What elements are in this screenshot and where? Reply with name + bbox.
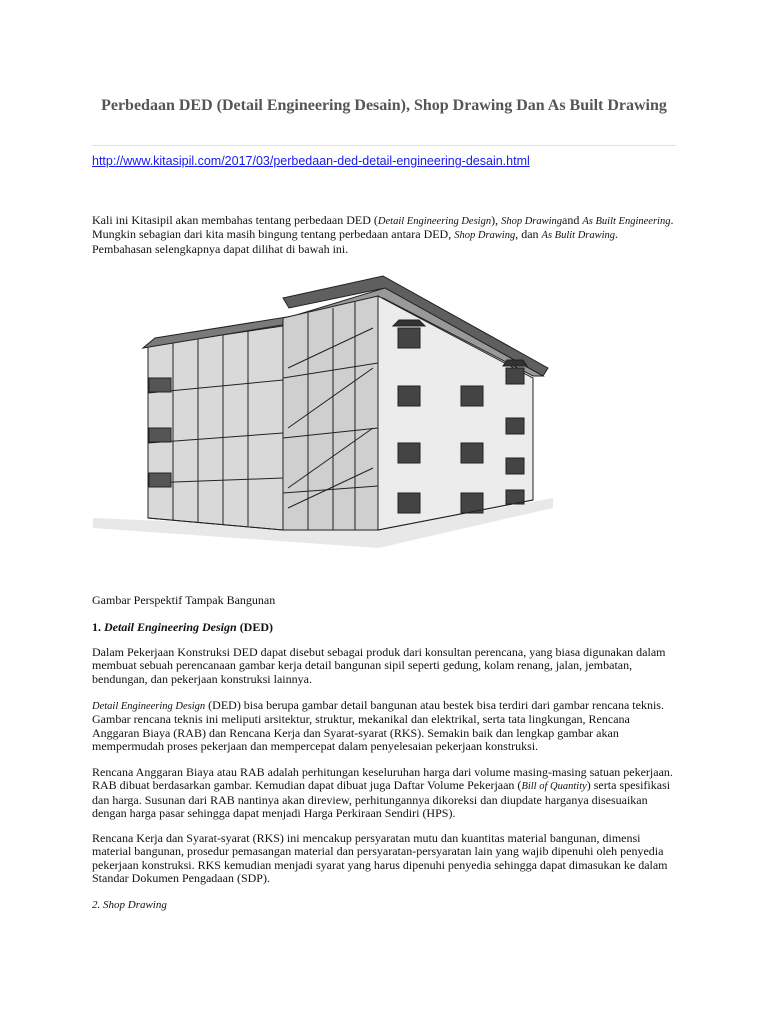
section-1-paragraph-4: Rencana Kerja dan Syarat-syarat (RKS) ini mencakup persyaratan mutu dan kuantitas material bangunan, dimensi material bangunan, prosedur pemasangan material dan persyaratan-persyaratan lain yang wajib dipenuhi oleh penyedia pekerjaan konstruksi. RKS kemudian menjadi syarat yang harus dipenuhi penyedia sehingga dapat dimasukan ke dalam Standar Dokumen Pengadaan (SDP). xyxy=(92,831,668,886)
intro-text-2: ), xyxy=(491,213,502,227)
section-2-heading: 2. Shop Drawing xyxy=(92,899,167,911)
intro-text-6: . Pembahasan selengkapnya dapat dilihat di bawah ini. xyxy=(92,227,619,256)
article-title: Perbedaan DED (Detail Engineering Desain), Shop Drawing Dan As Built Drawing xyxy=(101,97,667,114)
section-1-heading-italic: Detail Engineering Design xyxy=(104,620,237,634)
intro-italic-shop2: Shop Drawing xyxy=(454,230,516,242)
paragraph-3-text-a: Rencana Anggaran Biaya atau RAB adalah perhitungan keseluruhan harga dari volume masing-masing satuan pekerjaan. RAB dibuat berdasarkan gambar. Kemudian dapat dibuat juga Daftar Volume Pekerjaan ( xyxy=(92,765,673,793)
paragraph-2-italic: Detail Engineering Design xyxy=(92,701,206,712)
section-1-number: 1. xyxy=(92,620,104,634)
section-1-paragraph-3 xyxy=(92,766,676,821)
building-perspective-image xyxy=(93,268,578,586)
title-divider xyxy=(92,145,676,146)
section-1-heading-rest: (DED) xyxy=(236,620,274,634)
intro-text-3: and xyxy=(562,213,583,227)
intro-italic-shop: Shop Drawing xyxy=(501,216,563,227)
intro-italic-asbuilt: As Built Engineering xyxy=(582,216,671,227)
figure-caption: Gambar Perspektif Tampak Bangunan xyxy=(92,593,276,607)
intro-text-5: , dan xyxy=(515,227,542,242)
intro-italic-ded: Detail Engineering Design xyxy=(377,216,492,227)
section-1-paragraph-1: Dalam Pekerjaan Konstruksi DED dapat disebut sebagai produk dari konsultan perencana, yang biasa digunakan dalam membuat sebuah perencanaan gambar kerja detail bangunan sipil seperti gedung, kolam renang, jalan, jembatan, bendungan, dan pekerjaan konstruksi lainnya. xyxy=(92,645,666,686)
source-link[interactable]: http://www.kitasipil.com/2017/03/perbedaan-ded-detail-engineering-desain.html xyxy=(92,154,530,168)
section-1-heading xyxy=(92,620,273,635)
intro-italic-asbulit: As Bulit Drawing xyxy=(541,230,616,242)
intro-text-4: . Mungkin sebagian dari kita masih bingung tentang perbedaan antara DED, xyxy=(92,213,674,242)
paragraph-2-text: (DED) bisa berupa gambar detail bangunan atau bestek bisa terdiri dari gambar rencana teknis. Gambar rencana teknis ini meliputi arsitektur, struktur, mekanikal dan elektrikal, serta tata lingkungan, Rencana Anggaran Biaya (RAB) dan Rencana Kerja dan Syarat-syarat (RKS). Semakin baik dan lengkap gambar akan mempermudah proses pekerjaan dan mempercepat dalam penyelesaian pekerjaan konstruksi. xyxy=(92,698,664,754)
intro-paragraph xyxy=(92,214,676,256)
section-1-paragraph-2 xyxy=(92,699,676,754)
intro-text-1: Kali ini Kitasipil akan membahas tentang perbedaan DED ( xyxy=(92,213,378,227)
paragraph-3-text-b: ) serta spesifikasi dan harga. Susunan dari RAB nantinya akan direview, perhitungannya dikoreksi dan diupdate harganya disesuaikan dengan harga pasar sehingga dapat menjadi Harga Perkiraan Sendiri (HPS). xyxy=(92,778,671,821)
paragraph-3-italic: Bill of Quantity xyxy=(521,781,587,793)
